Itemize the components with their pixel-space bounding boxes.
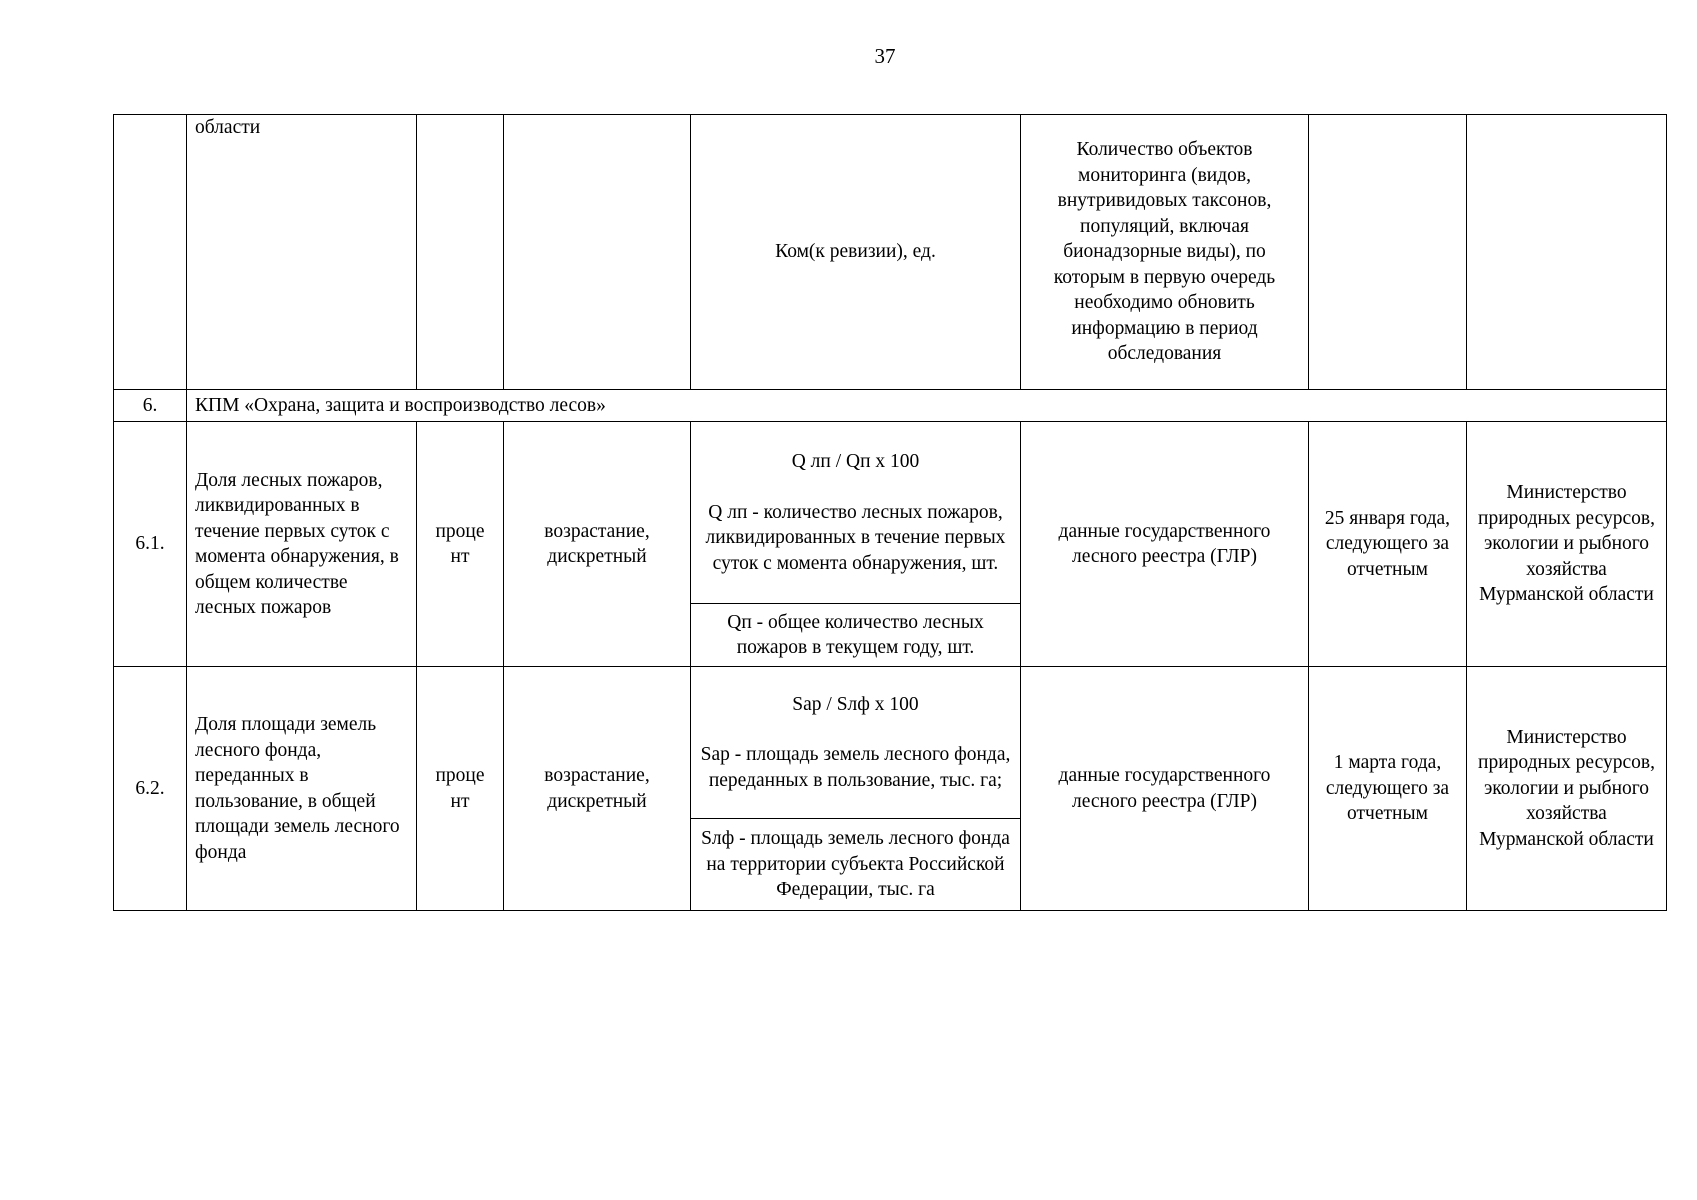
table-row: [114, 667, 1667, 819]
section-row: [114, 390, 1667, 422]
data-source: данные государственного лесного реестра (ГЛР): [1021, 422, 1309, 667]
formula: Sap / Sлф x 100: [792, 693, 919, 715]
formula-variable-1: Q лп - количество лесных пожаров, ликвидированных в течение первых суток с момента обнаружения, шт.: [705, 501, 1006, 574]
formula-cell: [691, 422, 1021, 604]
page-number: 37: [874, 44, 896, 68]
dynamics: возрастание, дискретный: [504, 667, 691, 911]
formula-text: Ком(к ревизии), ед.: [775, 241, 936, 263]
unit: проце нт: [417, 667, 504, 911]
indicator-name: Доля площади земель лесного фонда, переданных в пользование, в общей площади земель лесного фонда: [187, 667, 417, 911]
cell-description: [1021, 115, 1309, 390]
section-title: КПМ «Охрана, защита и воспроизводство лесов»: [187, 390, 1667, 422]
table-row-continued: [114, 115, 1667, 390]
cell-number: [114, 115, 187, 390]
cell-responsible: [1467, 115, 1667, 390]
cell-unit: [417, 115, 504, 390]
unit: проце нт: [417, 422, 504, 667]
responsible: Министерство природных ресурсов, экологии и рыбного хозяйства Мурманской области: [1467, 422, 1667, 667]
cell-deadline: [1309, 115, 1467, 390]
formula-cell: [691, 667, 1021, 819]
formula-variable-1: Sap - площадь земель лесного фонда, переданных в пользование, тыс. га;: [700, 744, 1011, 791]
row-number: 6.1.: [114, 422, 187, 667]
table-row: [114, 422, 1667, 604]
cell-dynamics: [504, 115, 691, 390]
deadline: 25 января года, следующего за отчетным: [1309, 422, 1467, 667]
formula-variable-2: Qп - общее количество лесных пожаров в текущем году, шт.: [691, 604, 1021, 667]
data-source: данные государственного лесного реестра (ГЛР): [1021, 667, 1309, 911]
formula-variable-2: Sлф - площадь земель лесного фонда на территории субъекта Российской Федерации, тыс. га: [691, 819, 1021, 911]
row-number: 6.2.: [114, 667, 187, 911]
formula: Q лп / Qп x 100: [791, 451, 920, 472]
cell-name: [187, 115, 417, 390]
indicator-name: Доля лесных пожаров, ликвидированных в течение первых суток с момента обнаружения, в общем количестве лесных пожаров: [187, 422, 417, 667]
section-number: 6.: [114, 390, 187, 422]
deadline: 1 марта года, следующего за отчетным: [1309, 667, 1467, 911]
responsible: Министерство природных ресурсов, экологии и рыбного хозяйства Мурманской области: [1467, 667, 1667, 911]
indicator-name: области: [195, 117, 261, 138]
indicators-table: [113, 114, 1667, 911]
cell-formula: [691, 115, 1021, 390]
formula-description: Количество объектов мониторинга (видов, внутривидовых таксонов, популяций, включая бионадзорные виды), по которым в первую очередь необходимо обновить информацию в период обследования: [1053, 139, 1276, 365]
dynamics: возрастание, дискретный: [504, 422, 691, 667]
